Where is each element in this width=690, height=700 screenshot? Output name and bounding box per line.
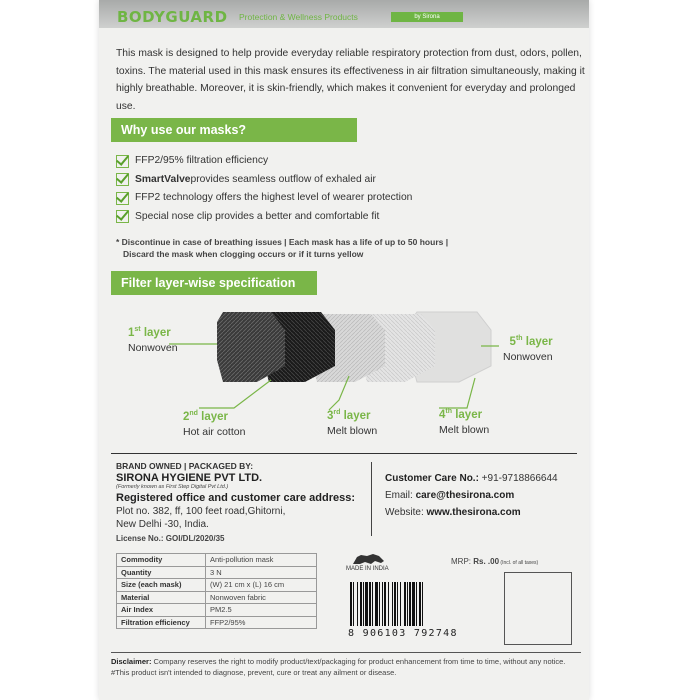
barcode-bar (357, 582, 358, 626)
layer-3-name: 3rd layer (327, 409, 371, 422)
layer-5-name: 5th layer (509, 335, 553, 348)
table-row (117, 554, 317, 567)
layer-2-name: 2nd layer (183, 410, 229, 423)
barcode-bar (397, 582, 398, 626)
disclaimer (111, 652, 581, 678)
mrp-prefix: MRP: (451, 557, 474, 566)
layer-2-material: Hot air cotton (183, 425, 246, 438)
barcode-bar (407, 582, 408, 626)
brand-tagline: Protection & Wellness Products (239, 12, 358, 22)
spec-key: Quantity (117, 566, 206, 579)
barcode-bar (350, 582, 352, 626)
email-label: Email: (385, 490, 416, 501)
benefits-list (116, 152, 412, 226)
spec-key: Size (each mask) (117, 579, 206, 592)
vertical-divider (371, 462, 372, 536)
barcode-bar (394, 582, 396, 626)
barcode-bar (360, 582, 362, 626)
barcode-number: 8 906103 792748 (348, 628, 458, 639)
email-value: care@thesirona.com (415, 490, 515, 501)
why-section-title (111, 118, 357, 142)
spec-key: Commodity (117, 554, 206, 567)
checkbox-icon (116, 155, 129, 168)
spec-key: Material (117, 591, 206, 604)
table-row (117, 579, 317, 592)
barcode-bar (404, 582, 406, 626)
spec-value: Anti-pollution mask (206, 554, 317, 567)
barcode-bar (412, 582, 415, 626)
barcode-bar (353, 582, 354, 626)
layer-1-label (128, 322, 178, 356)
benefit-item (116, 152, 412, 171)
barcode-icon (348, 582, 464, 627)
barcode-bar (363, 582, 364, 626)
usage-note (116, 236, 576, 260)
barcode-bar (365, 582, 368, 626)
checkbox-icon (116, 210, 129, 223)
barcode-bar (388, 582, 389, 626)
company-name: SIRONA HYGIENE PVT LTD. (116, 472, 263, 484)
mrp-value: Rs. .00 (473, 557, 500, 566)
benefit-text: FFP2 technology offers the highest level of wearer protection (135, 192, 413, 203)
mask-layer-1 (217, 312, 285, 382)
layer-1-name: 1st layer (128, 326, 171, 339)
benefit-item (116, 208, 412, 227)
layer-3-material: Melt blown (327, 424, 378, 437)
made-in-india-label: MADE IN INDIA (346, 566, 389, 572)
layer-4-name: 4th layer (439, 408, 483, 421)
disclaimer-note: #This product isn't intended to diagnose, prevent, cure or treat any ailment or disease. (111, 668, 397, 677)
connector-line-2 (199, 380, 271, 408)
spec-table (116, 553, 317, 629)
barcode-bar (416, 582, 417, 626)
address-line-2: New Delhi -30, India. (116, 519, 209, 530)
barcode-bar (422, 582, 423, 626)
layer-1-material: Nonwoven (128, 341, 178, 354)
checkbox-icon (116, 173, 129, 186)
intro-paragraph: This mask is designed to help provide everyday reliable respiratory protection from dust, odors, pollen, toxins. The material used in this mask ensures its effectiveness in air filtration simultaneously, making it highly breathable. Moreover, it is skin-friendly, which makes it convenient for everyday and prolonged use. (116, 48, 585, 112)
table-row (117, 566, 317, 579)
filter-title-text: Filter layer-wise specification (121, 276, 296, 290)
brand-owned-label: BRAND OWNED | PACKAGED BY: (116, 461, 254, 471)
product-box-back (99, 0, 589, 700)
brand-logo: BODYGUARD (117, 8, 228, 26)
why-title-text: Why use our masks? (121, 123, 247, 137)
care-number: +91-9718866644 (478, 473, 558, 484)
mrp-sticker-box (504, 572, 572, 645)
address-line-1: Plot no. 382, ff, 100 feet road,Ghitorni, (116, 506, 286, 517)
layer-4-label (439, 404, 489, 438)
website-value: www.thesirona.com (426, 507, 521, 518)
customer-care (385, 473, 558, 484)
layer-2-label (183, 406, 245, 440)
table-row (117, 591, 317, 604)
benefit-item (116, 171, 412, 190)
usage-note-line1: * Discontinue in case of breathing issues | Each mask has a life of up to 50 hours | (116, 237, 449, 247)
layer-5-label (503, 331, 553, 365)
disclaimer-text: Company reserves the right to modify product/text/packaging for product enhancement from time to time, without any notice. (151, 657, 566, 666)
layer-3-label (327, 405, 377, 439)
benefit-item (116, 189, 412, 208)
usage-note-line2: Discard the mask when clogging occurs or if it turns yellow (123, 249, 364, 259)
spec-key: Filtration efficiency (117, 616, 206, 629)
barcode-bar (384, 582, 386, 626)
website-label: Website: (385, 507, 427, 518)
box-top-band (99, 0, 589, 28)
care-label: Customer Care No.: (385, 473, 479, 484)
email-line (385, 490, 514, 501)
barcode-bar (372, 582, 373, 626)
barcode-bar (400, 582, 401, 626)
benefit-text: Special nose clip provides a better and comfortable fit (135, 210, 380, 222)
barcode-bar (369, 582, 371, 626)
spec-key: Air Index (117, 604, 206, 617)
lion-emblem-icon (351, 551, 387, 566)
benefit-text: provides seamless outflow of exhaled air (190, 173, 376, 185)
spec-value: PM2.5 (206, 604, 317, 617)
layer-5-material: Nonwoven (503, 350, 553, 363)
filter-section-title (111, 271, 317, 295)
disclaimer-label: Disclaimer: (111, 657, 152, 666)
brand-badge: by Sirona (391, 12, 463, 22)
company-formerly: (Formerly known as First Step Digital Pvt Ltd.) (116, 484, 229, 490)
spec-value: FFP2/95% (206, 616, 317, 629)
table-row (117, 604, 317, 617)
company-address (116, 505, 285, 531)
barcode-bar (375, 582, 378, 626)
benefit-text: FFP2/95% filtration efficiency (135, 155, 269, 166)
table-row (117, 616, 317, 629)
spec-value: Nonwoven fabric (206, 591, 317, 604)
benefit-bold: SmartValve (135, 173, 191, 185)
barcode-bar (409, 582, 411, 626)
barcode-bar (392, 582, 393, 626)
mrp-note: (Incl. of all taxes) (499, 560, 539, 566)
registered-office-heading: Registered office and customer care address: (116, 492, 356, 504)
barcode-bar (382, 582, 383, 626)
spec-value: 3 N (206, 566, 317, 579)
spec-value: (W) 21 cm x (L) 16 cm (206, 579, 317, 592)
mrp-label (451, 557, 538, 566)
checkbox-icon (116, 192, 129, 205)
barcode-bar (419, 582, 421, 626)
barcode-bar (379, 582, 380, 626)
license-number: License No.: GOI/DL/2020/35 (116, 534, 225, 543)
layer-4-material: Melt blown (439, 423, 490, 436)
website-line (385, 507, 521, 518)
